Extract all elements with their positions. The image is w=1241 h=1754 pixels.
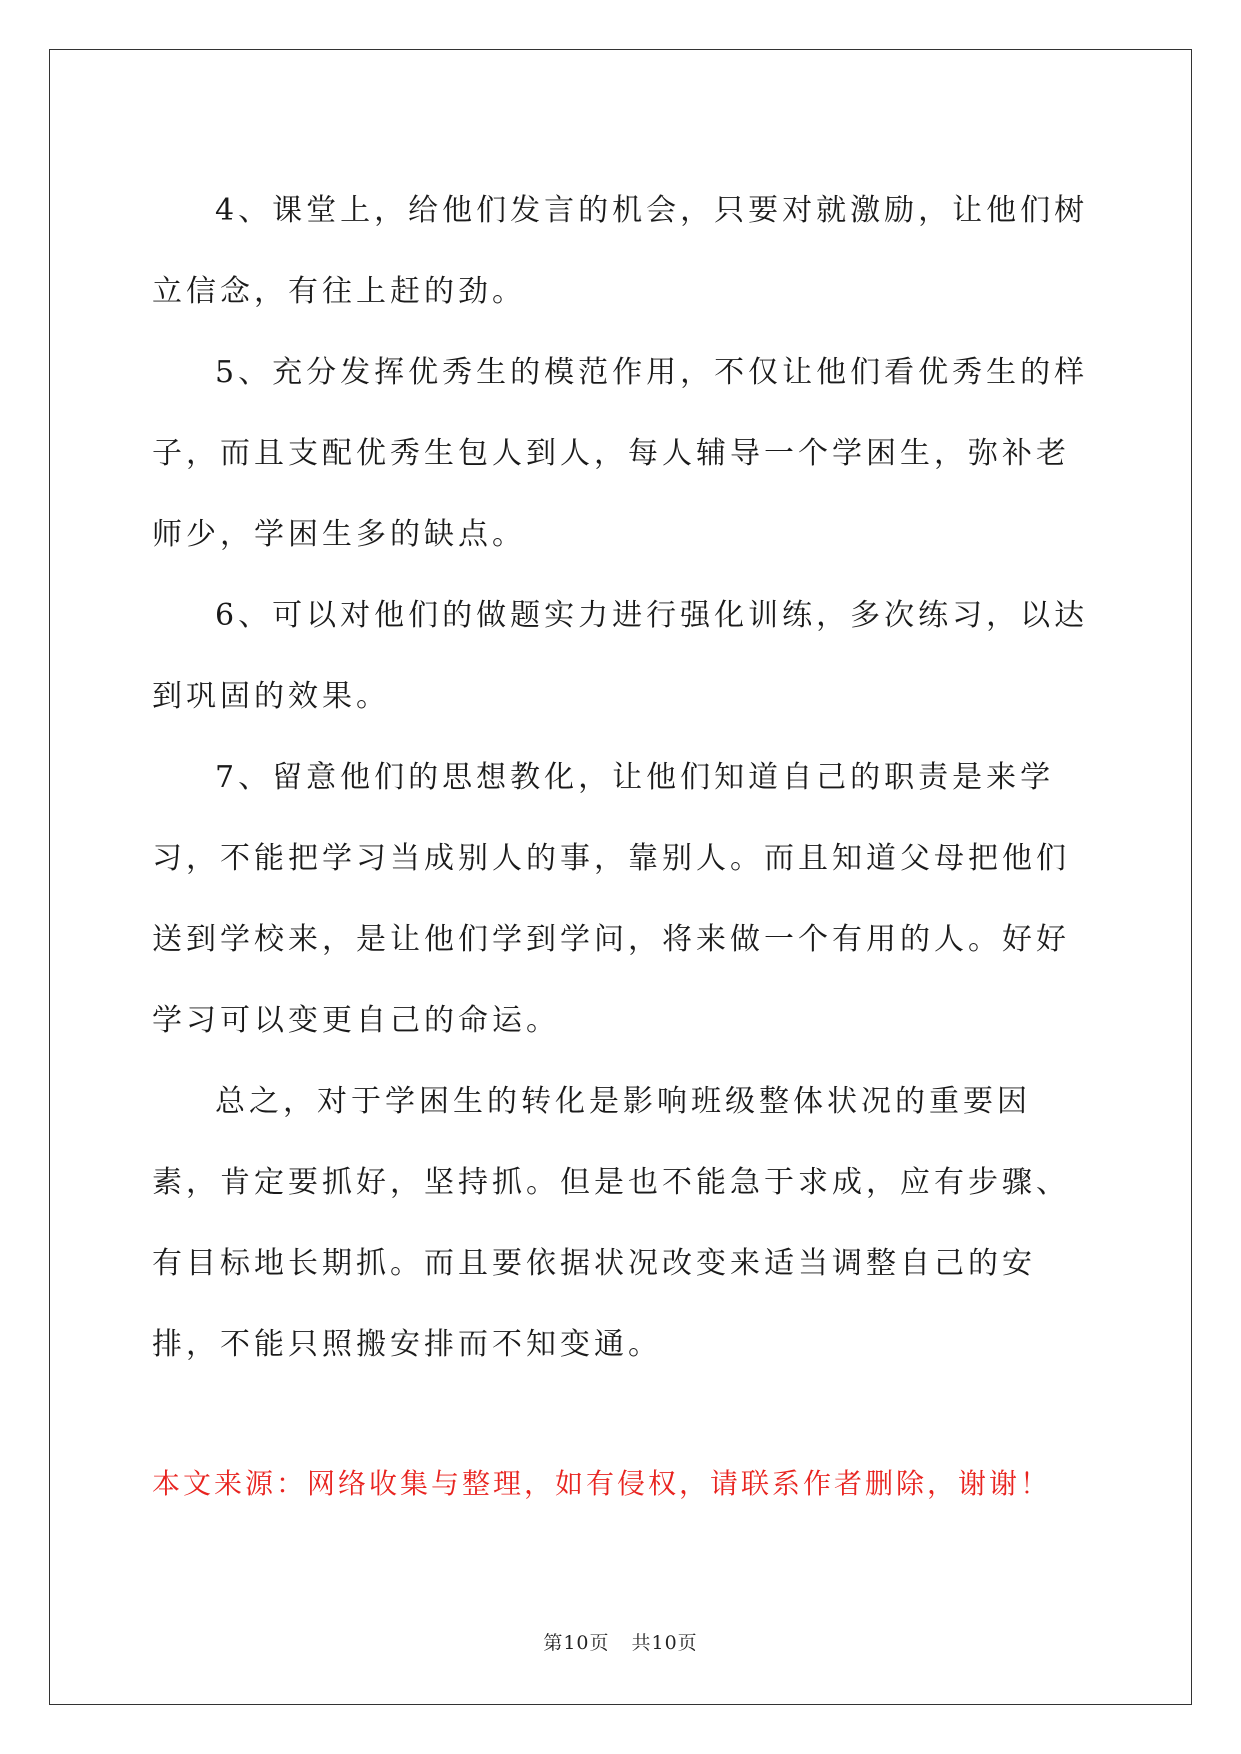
page-footer (0, 1628, 1241, 1655)
paragraph-item-5: 5、充分发挥优秀生的模范作用，不仅让他们看优秀生的样子，而且支配优秀生包人到人，每人辅导一个学困生，弥补老师少，学困生多的缺点。 (152, 355, 1089, 552)
paragraph-item-7: 7、留意他们的思想教化，让他们知道自己的职责是来学习，不能把学习当成别人的事，靠别人。而且知道父母把他们送到学校来，是让他们学到学问，将来做一个有用的人。好好学习可以变更自己的命运。 (152, 760, 1070, 1038)
page-total: 共10页 (631, 1632, 698, 1654)
document-body (152, 170, 1092, 1385)
paragraph-item-6: 6、可以对他们的做题实力进行强化训练，多次练习，以达到巩固的效果。 (152, 598, 1089, 714)
source-disclaimer: 本文来源：网络收集与整理，如有侵权，请联系作者删除，谢谢！ (152, 1467, 1052, 1500)
page-number: 第10页 (543, 1632, 610, 1654)
paragraph-conclusion: 总之，对于学困生的转化是影响班级整体状况的重要因素，肯定要抓好，坚持抓。但是也不能急于求成，应有步骤、有目标地长期抓。而且要依据状况改变来适当调整自己的安排，不能只照搬安排而不知变通。 (152, 1084, 1070, 1362)
paragraph-item-4: 4、课堂上，给他们发言的机会，只要对就激励，让他们树立信念，有往上赶的劲。 (152, 193, 1089, 309)
